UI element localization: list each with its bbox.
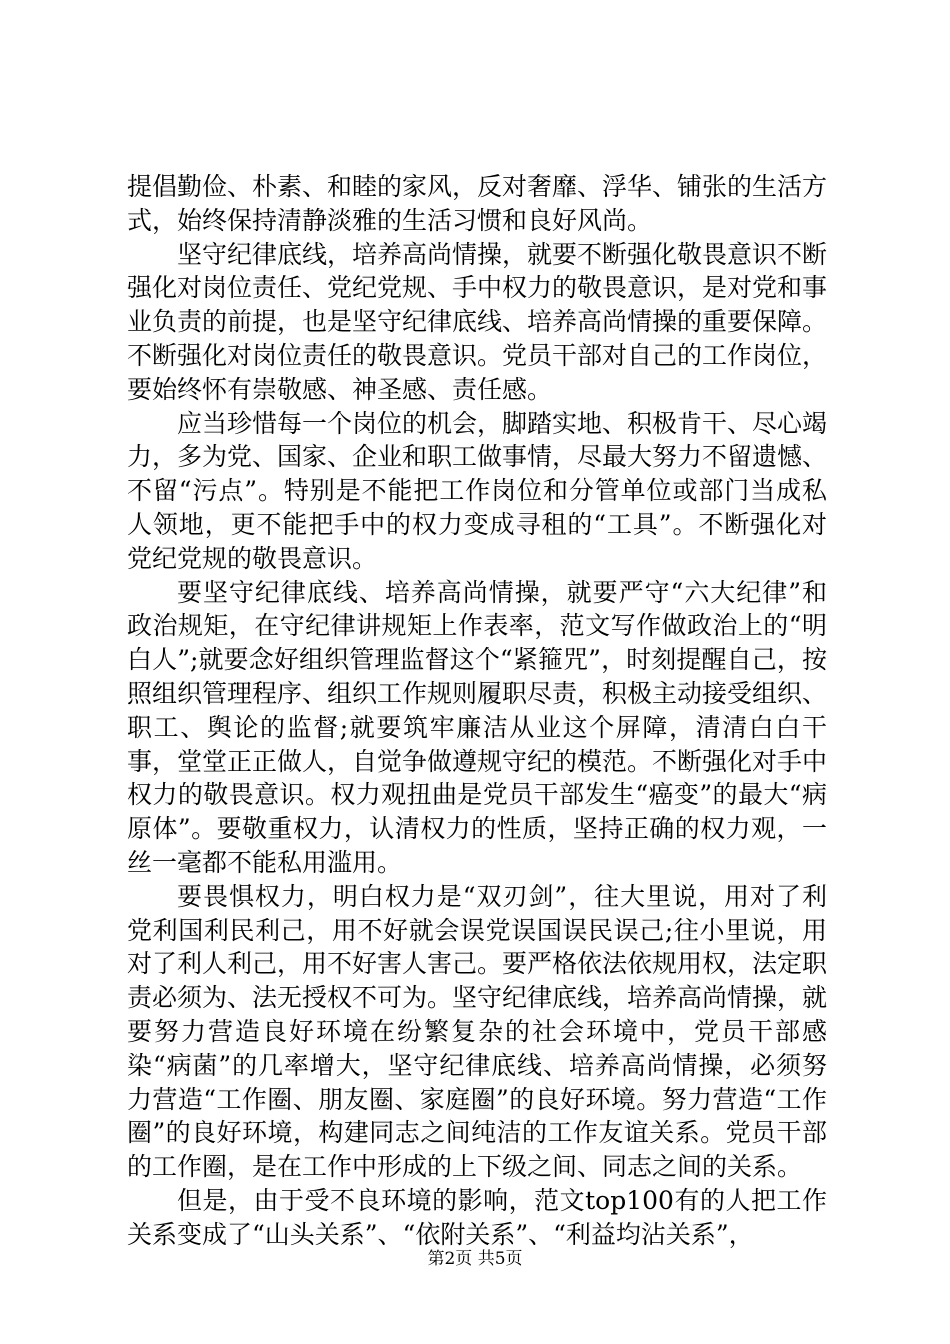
paragraph-4: 要坚守纪律底线、培养高尚情操，就要严守“六大纪律”和政治规矩，在守纪律讲规矩上作表率，范文写作做政治上的“明白人”;就要念好组织管理监督这个“紧箍咒”，时刻提醒自己，按照组织管理程序、组织工作规则履职尽责，积极主动接受组织、职工、舆论的监督;就要筑牢廉洁从业这个屏障，清清白白干事，堂堂正正做人，自觉争做遵规守纪的模范。不断强化对手中权力的敬畏意识。权力观扭曲是党员干部发生“癌变”的最大“病原体”。要敬重权力，认清权力的性质，坚持正确的权力观，一丝一毫都不能私用滥用。 [127, 577, 828, 877]
paragraph-5: 要畏惧权力，明白权力是“双刃剑”，往大里说，用对了利党利国利民利己，用不好就会误党误国误民误己;往小里说，用对了利人利己，用不好害人害己。要严格依法依规用权，法定职责必须为、法无授权不可为。坚守纪律底线，培养高尚情操，就要努力营造良好环境在纷繁复杂的社会环境中，党员干部感染“病菌”的几率增大，坚守纪律底线、培养高尚情操，必须努力营造“工作圈、朋友圈、家庭圈”的良好环境。努力营造“工作圈”的良好环境，构建同志之间纯洁的工作友谊关系。党员干部的工作圈，是在工作中形成的上下级之间、同志之间的关系。 [127, 881, 828, 1182]
document-body [127, 170, 827, 1252]
paragraph-6: 但是，由于受不良环境的影响，范文top100有的人把工作关系变成了“山头关系”、“依附关系”、“利益均沾关系”， [127, 1185, 827, 1249]
paragraph-1: 提倡勤俭、朴素、和睦的家风，反对奢靡、浮华、铺张的生活方式，始终保持清静淡雅的生活习惯和良好风尚。 [127, 172, 828, 235]
paragraph-3: 应当珍惜每一个岗位的机会，脚踏实地、积极肯干、尽心竭力，多为党、国家、企业和职工做事情，尽最大努力不留遗憾、不留“污点”。特别是不能把工作岗位和分管单位或部门当成私人领地，更不能把手中的权力变成寻租的“工具”。不断强化对党纪党规的敬畏意识。 [127, 408, 828, 573]
paragraph-2: 坚守纪律底线，培养高尚情操，就要不断强化敬畏意识不断强化对岗位责任、党纪党规、手中权力的敬畏意识，是对党和事业负责的前提，也是坚守纪律底线、培养高尚情操的重要保障。不断强化对岗位责任的敬畏意识。党员干部对自己的工作岗位，要始终怀有崇敬感、神圣感、责任感。 [127, 239, 828, 404]
page-number-footer: 第2页 共5页 [427, 1249, 523, 1269]
